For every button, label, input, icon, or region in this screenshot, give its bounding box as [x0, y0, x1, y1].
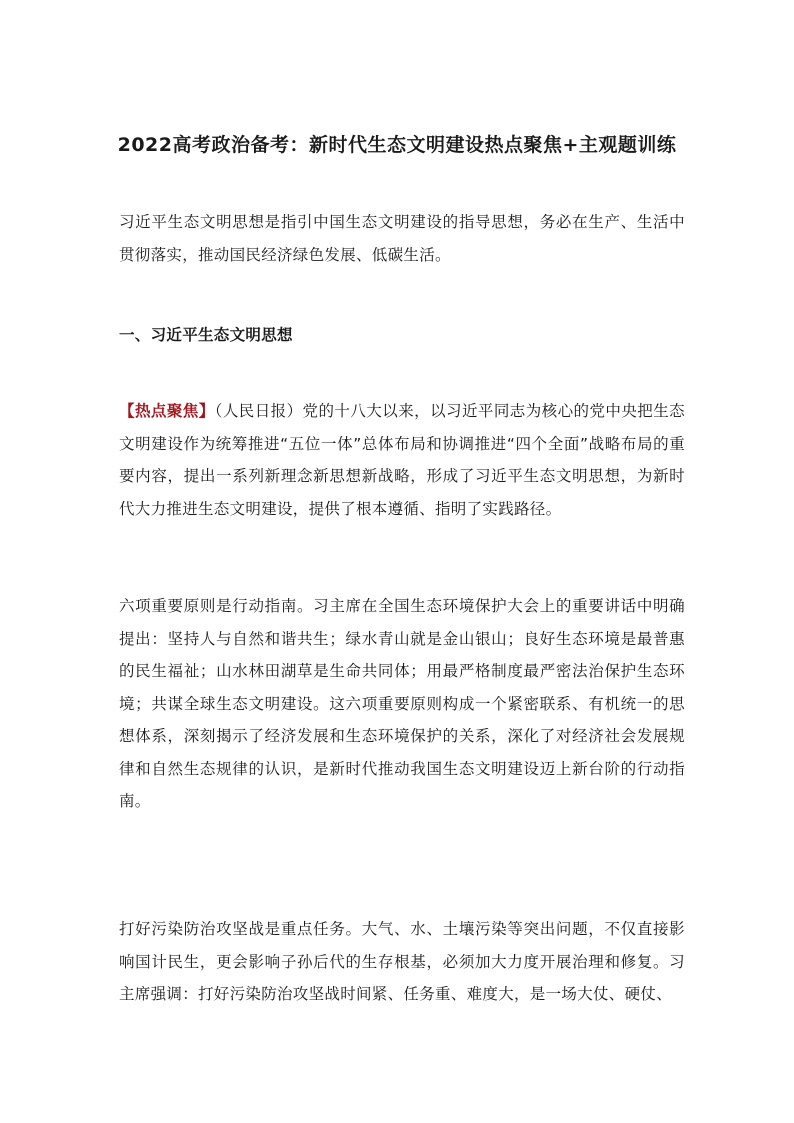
hot-focus-text: （人民日报）党的十八大以来，以习近平同志为核心的党中央把生态文明建设作为统筹推进“五位一体”总体布局和协调推进“四个全面”战略布局的重要内容，提出一系列新理念新思想新战略，形成了习近平生态文明思想，为新时代大力推进生态文明建设，提供了根本遵循、指明了实践路径。: [119, 402, 685, 518]
hot-focus-paragraph: [119, 395, 685, 525]
hot-focus-tag: 【热点聚焦】: [119, 402, 215, 420]
section-heading: 一、习近平生态文明思想: [119, 326, 293, 344]
intro-paragraph: 习近平生态文明思想是指引中国生态文明建设的指导思想，务必在生产、生活中贯彻落实，推动国民经济绿色发展、低碳生活。: [119, 213, 685, 264]
document-title: 2022高考政治备考：新时代生态文明建设热点聚焦+主观题训练: [117, 134, 677, 156]
principles-paragraph: 六项重要原则是行动指南。习主席在全国生态环境保护大会上的重要讲话中明确提出：坚持人与自然和谐共生；绿水青山就是金山银山；良好生态环境是最普惠的民生福祉；山水林田湖草是生命共同体；用最严格制度最严密法治保护生态环境；共谋全球生态文明建设。这六项重要原则构成一个紧密联系、有机统一的思想体系，深刻揭示了经济发展和生态环境保护的关系，深化了对经济社会发展规律和自然生态规律的认识，是新时代推动我国生态文明建设迈上新台阶的行动指南。: [119, 597, 685, 810]
pollution-paragraph: 打好污染防治攻坚战是重点任务。大气、水、土壤污染等突出问题，不仅直接影响国计民生，更会影响子孙后代的生存根基，必须加大力度开展治理和修复。习主席强调：打好污染防治攻坚战时间紧、任务重、难度大，是一场大仗、硬仗、: [119, 920, 685, 1003]
